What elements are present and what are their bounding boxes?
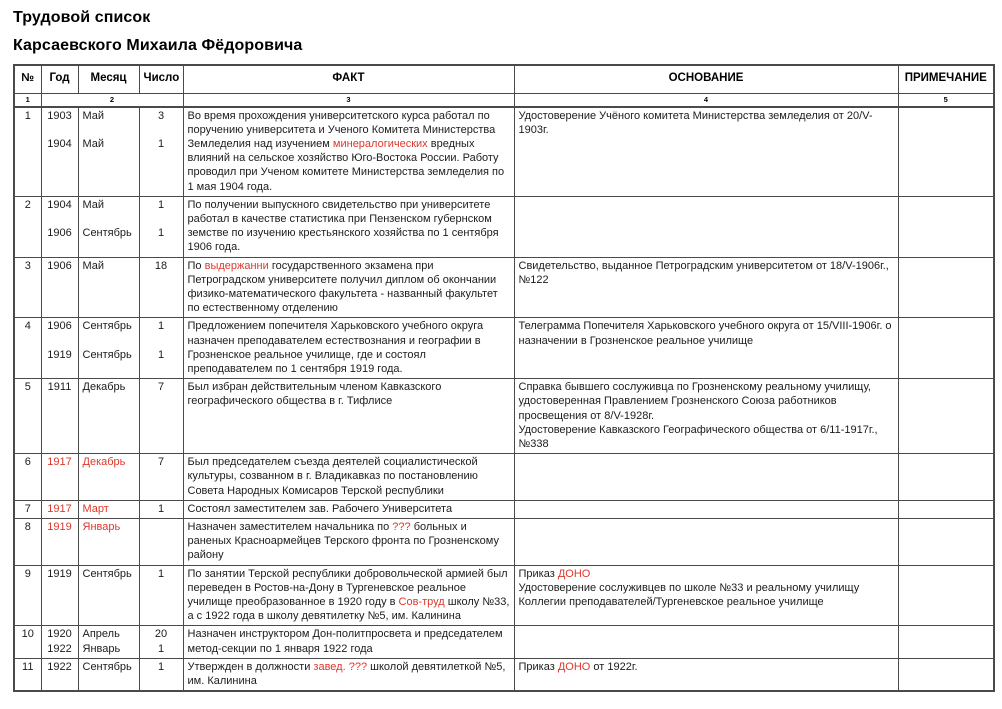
text-segment: Удостоверение Кавказского Географического общества от 6/11-1917г., №338 — [518, 423, 878, 450]
record-row — [14, 454, 994, 501]
text-segment: 9 — [24, 567, 31, 580]
cell-note — [898, 318, 994, 379]
text-segment: Май — [82, 109, 105, 122]
text-segment: от 1922г. — [590, 660, 638, 673]
cell-note — [898, 107, 994, 197]
text-segment: 1906 — [47, 259, 72, 272]
text-segment: Январь — [82, 642, 121, 655]
red-text-segment: 1919 — [47, 520, 72, 533]
cell-note — [898, 454, 994, 501]
cell-day — [139, 626, 183, 658]
text-segment: 3 — [24, 259, 31, 272]
text-segment: 1919 — [47, 567, 72, 580]
cell-note — [898, 565, 994, 626]
text-segment: государственного экзамена при Петроградском университете получил диплом об окончании физико-математического факультета - названный факультет по естественному отделению — [187, 259, 498, 315]
cell-fact — [183, 318, 514, 379]
text-segment: 7 — [157, 456, 165, 469]
text-segment: 1904 — [47, 198, 72, 211]
text-segment: школу №33, а с 1922 года в школу девятилетку №5, им. Калинина — [187, 596, 510, 623]
cell-fact — [183, 379, 514, 454]
cell-note — [898, 196, 994, 257]
record-row — [14, 565, 994, 626]
text-segment: Удостоверение Учёного комитета Министерства земледелия от 20/V-1903г. — [518, 109, 873, 136]
cell-fact — [183, 454, 514, 501]
cell-month — [78, 626, 139, 658]
text-segment: 5 — [24, 381, 31, 394]
cell-year — [41, 107, 78, 197]
cell-year — [41, 257, 78, 318]
text-segment: 1906 — [47, 227, 72, 240]
header-col-month: Месяц — [78, 65, 139, 93]
header-row — [14, 65, 994, 93]
text-segment: Назначен заместителем начальника по — [187, 520, 393, 533]
red-text-segment: Декабрь — [82, 456, 126, 469]
record-row — [14, 196, 994, 257]
red-text-segment: 1917 — [47, 502, 72, 515]
cell-note — [898, 257, 994, 318]
red-text-segment: Январь — [82, 520, 121, 533]
cell-day — [139, 196, 183, 257]
cell-basis — [514, 626, 898, 658]
text-segment: 11 — [22, 660, 34, 673]
text-segment: Предложением попечителя Харьковского учебного округа назначен преподавателем естествознания и географии в Грозненское реальное училище, где и состоял преподавателем по 1 сентября 1919 года. — [187, 320, 484, 375]
text-segment: 7 — [157, 381, 165, 394]
text-segment: 2 — [24, 198, 31, 211]
text-segment: Телеграмма Попечителя Харьковского учебного округа от 15/VIII-1906г. о назначении в Грозненское реальное училище — [518, 320, 892, 347]
red-text-segment: 1917 — [47, 456, 72, 469]
cell-fact — [183, 658, 514, 691]
text-segment: Сентябрь — [82, 660, 132, 673]
text-segment: По — [187, 259, 205, 272]
text-segment: 1 — [157, 137, 165, 150]
column-number-row — [14, 93, 994, 107]
document-title-line1: Трудовой список — [13, 9, 151, 26]
cell-month — [78, 107, 139, 197]
cell-row-number — [14, 454, 41, 501]
text-segment: школой девятилеткой №5, им. Калинина — [187, 660, 506, 688]
header-col-day: Число — [139, 65, 183, 93]
record-row — [14, 257, 994, 318]
text-segment: 1919 — [47, 348, 72, 361]
text-segment: 1 — [24, 109, 31, 122]
cell-day — [139, 454, 183, 501]
text-segment: Май — [82, 198, 105, 211]
text-segment: 1903 — [47, 109, 72, 122]
cell-day — [139, 500, 183, 518]
cell-basis — [514, 500, 898, 518]
header-col-number: № — [14, 65, 41, 93]
text-segment: 1 — [157, 198, 165, 211]
red-text-segment: минералогических — [332, 137, 428, 150]
text-segment: 6 — [24, 456, 31, 469]
header-col-fact: ФАКТ — [183, 65, 514, 93]
text-segment: 1920 — [47, 628, 72, 641]
text-segment: Май — [82, 259, 105, 272]
text-segment: Во время прохождения университетского курса работал по поручению университета и Ученого Комитета Министерства Земледелия над изучением — [187, 109, 496, 150]
red-text-segment: выдержанни — [204, 259, 269, 272]
cell-month — [78, 565, 139, 626]
red-text-segment: ДОНО — [557, 660, 591, 673]
cell-note — [898, 658, 994, 691]
cell-year — [41, 518, 78, 565]
cell-fact — [183, 500, 514, 518]
document-title-line2: Карсаевского Михаила Фёдоровича — [13, 37, 303, 54]
text-segment: Состоял заместителем зав. Рабочего Университета — [187, 502, 453, 515]
cell-year — [41, 454, 78, 501]
cell-day — [139, 379, 183, 454]
cell-row-number — [14, 626, 41, 658]
cell-year — [41, 565, 78, 626]
text-segment: 8 — [24, 520, 31, 533]
record-row — [14, 626, 994, 658]
text-segment: Сентябрь — [82, 348, 132, 361]
cell-day — [139, 257, 183, 318]
cell-year — [41, 379, 78, 454]
text-segment: 1 — [157, 642, 165, 655]
cell-row-number — [14, 379, 41, 454]
text-segment: 1 — [157, 502, 165, 515]
text-segment: 18 — [154, 259, 168, 272]
column-number-2: 2 — [41, 93, 183, 107]
cell-row-number — [14, 565, 41, 626]
header-col-year: Год — [41, 65, 78, 93]
cell-basis — [514, 318, 898, 379]
record-row — [14, 107, 994, 197]
cell-row-number — [14, 196, 41, 257]
cell-basis — [514, 379, 898, 454]
cell-year — [41, 658, 78, 691]
column-number-1: 1 — [14, 93, 41, 107]
cell-month — [78, 658, 139, 691]
text-segment: Сентябрь — [82, 320, 132, 333]
cell-year — [41, 500, 78, 518]
cell-fact — [183, 257, 514, 318]
cell-row-number — [14, 257, 41, 318]
text-segment: Был председателем съезда деятелей социалистической культуры, созванном в г. Владикавказ по постановлению Совета Народных Комисаров Терской республики — [187, 456, 478, 497]
cell-note — [898, 379, 994, 454]
cell-month — [78, 257, 139, 318]
cell-month — [78, 318, 139, 379]
record-row — [14, 658, 994, 691]
cell-basis — [514, 658, 898, 691]
cell-basis — [514, 565, 898, 626]
cell-year — [41, 196, 78, 257]
cell-fact — [183, 196, 514, 257]
cell-basis — [514, 454, 898, 501]
text-segment: Удостоверение сослуживцев по школе №33 и реальному училищу — [518, 581, 860, 594]
text-segment: 1904 — [47, 137, 72, 150]
text-segment: 1922 — [47, 642, 72, 655]
cell-note — [898, 500, 994, 518]
cell-month — [78, 454, 139, 501]
text-segment: Сентябрь — [82, 227, 132, 240]
cell-row-number — [14, 658, 41, 691]
cell-day — [139, 107, 183, 197]
column-number-3: 3 — [183, 93, 514, 107]
record-row — [14, 318, 994, 379]
text-segment: 3 — [157, 109, 165, 122]
cell-row-number — [14, 518, 41, 565]
text-segment: 1 — [157, 348, 165, 361]
cell-day — [139, 658, 183, 691]
text-segment: По получении выпускного свидетельство при университете работал в качестве статистика при Пензенском губернском земстве по изучению крестьянского хозяйства по 1 сентября 1906 года. — [187, 198, 499, 254]
cell-basis — [514, 107, 898, 197]
text-segment: Справка бывшего сослуживца по Грозненскому реальному училищу, удостоверенная Правлением Грозненского Союза работников просвещения от 8/V-1928г. — [518, 381, 871, 422]
cell-month — [78, 196, 139, 257]
cell-fact — [183, 518, 514, 565]
text-segment: больных и раненых Красноармейцев Терского фронта по Грозненскому району — [187, 520, 499, 562]
record-row — [14, 500, 994, 518]
cell-note — [898, 518, 994, 565]
text-segment: Апрель — [82, 628, 120, 641]
text-segment: 10 — [21, 628, 34, 641]
red-text-segment: ??? — [392, 520, 411, 533]
cell-fact — [183, 565, 514, 626]
text-segment: Утвержден в должности — [187, 660, 314, 673]
cell-basis — [514, 257, 898, 318]
text-segment: 1911 — [47, 381, 72, 394]
red-text-segment: Март — [82, 502, 109, 515]
cell-fact — [183, 107, 514, 197]
text-segment: Сентябрь — [82, 567, 132, 580]
employment-record-table — [13, 64, 995, 692]
header-col-basis: ОСНОВАНИЕ — [514, 65, 898, 93]
text-segment: Приказ — [518, 660, 558, 673]
cell-day — [139, 518, 183, 565]
column-number-4: 4 — [514, 93, 898, 107]
cell-month — [78, 518, 139, 565]
text-segment: Коллегии преподавателей/Тургеневское реальное училище — [518, 596, 824, 608]
text-segment: Свидетельство, выданное Петроградским университетом от 18/V-1906г., №122 — [518, 259, 889, 286]
red-text-segment: завед. ??? — [313, 660, 368, 673]
text-segment: 7 — [24, 502, 31, 515]
text-segment: 4 — [24, 320, 31, 333]
table-body — [14, 107, 994, 692]
text-segment: 1 — [157, 320, 165, 333]
cell-year — [41, 626, 78, 658]
cell-note — [898, 626, 994, 658]
text-segment: Был избран действительным членом Кавказского географического общества в г. Тифлисе — [187, 381, 442, 408]
cell-basis — [514, 196, 898, 257]
text-segment: 1906 — [47, 320, 72, 333]
cell-row-number — [14, 318, 41, 379]
cell-year — [41, 318, 78, 379]
cell-day — [139, 565, 183, 626]
text-segment: Приказ — [518, 567, 558, 580]
text-segment: Назначен инструктором Дон-политпросвета и председателем метод-секции по 1 января 1922 года — [187, 628, 503, 655]
text-segment: По занятии Терской республики добровольческой армией был переведен в Ростов-на-Дону в Тургеневское реальное училище преобразованное в 1920 году в — [187, 567, 508, 608]
cell-fact — [183, 626, 514, 658]
record-row — [14, 379, 994, 454]
cell-day — [139, 318, 183, 379]
text-segment: 1 — [157, 227, 165, 240]
cell-month — [78, 500, 139, 518]
text-segment: Декабрь — [82, 381, 126, 394]
cell-month — [78, 379, 139, 454]
text-segment: вредных влияний на сельское хозяйство Юго-Востока России. Работу проводил при Ученом комитете Министерства земледелия по 1 мая 1904 года. — [187, 137, 505, 193]
red-text-segment: Сов-труд — [398, 596, 445, 608]
header-col-note: ПРИМЕЧАНИЕ — [898, 65, 994, 93]
cell-row-number — [14, 500, 41, 518]
text-segment: Май — [82, 137, 105, 150]
text-segment: 1922 — [47, 660, 72, 673]
text-segment: 1 — [157, 660, 165, 673]
record-row — [14, 518, 994, 565]
column-number-5: 5 — [898, 93, 994, 107]
text-segment: 1 — [157, 567, 165, 580]
text-segment: 20 — [154, 628, 168, 641]
red-text-segment: ДОНО — [557, 567, 591, 580]
cell-row-number — [14, 107, 41, 197]
cell-basis — [514, 518, 898, 565]
